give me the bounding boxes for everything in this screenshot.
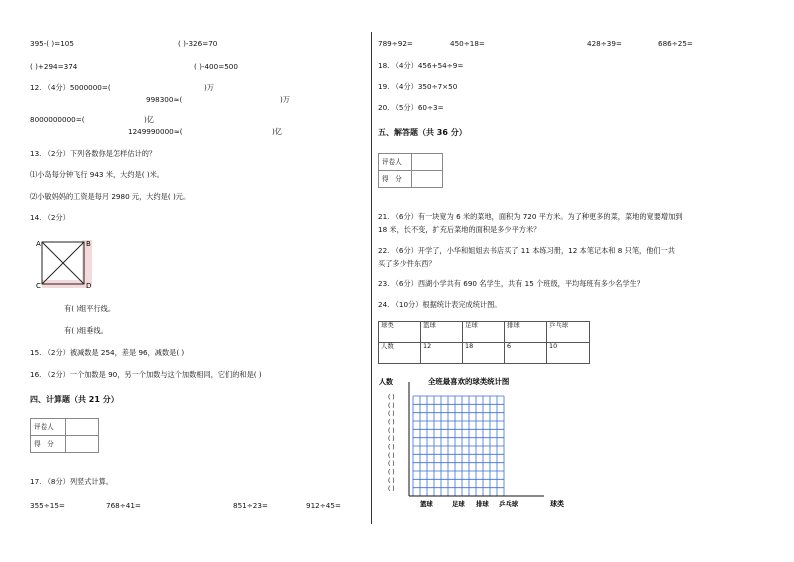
q13-item-2: ⑵小敏妈妈的工资是每月 2980 元，大约是( )元。 [30, 192, 191, 201]
score-box-grader-right: 评卷人 [379, 154, 412, 171]
q13-item-1: ⑴小岛每分钟飞行 943 米，大约是( )米。 [30, 170, 164, 179]
calc-3: 428÷39= [587, 39, 622, 48]
calc-4: 686÷25= [658, 39, 693, 48]
q17-item-4: 912÷45= [306, 501, 341, 510]
chart-tick-placeholder: ( ) [388, 402, 395, 410]
table-cell-3: 18 [463, 343, 505, 364]
ball-stats-table [378, 321, 590, 364]
score-box-score: 得 分 [31, 436, 66, 453]
chart-title: 全班最喜欢的球类统计图 [428, 377, 510, 386]
chart-tick-placeholder: ( ) [388, 410, 395, 418]
column-divider [371, 32, 372, 524]
q14-title: 14. （2分） [30, 213, 70, 222]
q12-c: 8000000000=( [30, 115, 85, 124]
chart-cat-1: 篮球 [420, 500, 433, 508]
table-cell-5: 10 [547, 343, 590, 364]
q17-item-2: 768÷41= [106, 501, 141, 510]
q20: 20. （5分）60÷3= [378, 103, 444, 112]
q21-line-2: 18 米，长不变，扩充后菜地的面积是多少平方米？ [378, 225, 541, 234]
q12-d: 1249990000≈( [128, 127, 183, 136]
chart-x-label: 球类 [550, 500, 564, 508]
square-figure [30, 236, 100, 292]
table-head-3: 足球 [463, 322, 505, 343]
table-head-2: 篮球 [421, 322, 463, 343]
table-cell-2: 12 [421, 343, 463, 364]
q11-c: ( )+294=374 [30, 62, 78, 71]
q16: 16. （2分）一个加数是 90，另一个加数与这个加数相同，它们的和是( ) [30, 370, 262, 379]
q14-parallel: 有( )组平行线。 [64, 304, 116, 313]
table-head-5: 乒乓球 [547, 322, 590, 343]
q11-d: ( )-400=500 [194, 62, 238, 71]
chart-cat-4: 乒乓球 [499, 500, 519, 508]
q18: 18. （4分）456+54÷9= [378, 61, 464, 70]
q12-intro: 12. （4分）5000000=( [30, 83, 111, 92]
q17-item-3: 851÷23= [233, 501, 268, 510]
score-box-grader: 评卷人 [31, 419, 66, 436]
calc-2: 450÷18= [450, 39, 485, 48]
section-5-heading: 五、解答题（共 36 分） [378, 128, 467, 137]
vertex-b: B [86, 240, 91, 248]
q19: 19. （4分）350÷7×50 [378, 82, 458, 91]
chart-y-label: 人数 [379, 378, 393, 386]
q12-c-end: )亿 [144, 115, 154, 124]
chart-tick-placeholder: ( ) [388, 452, 395, 460]
score-box-left [30, 418, 99, 453]
calc-1: 789÷92= [378, 39, 413, 48]
chart-tick-placeholder: ( ) [388, 419, 395, 426]
q12-intro-end: )万 [204, 83, 214, 92]
vertex-c: C [36, 282, 41, 290]
score-box-right [378, 153, 443, 188]
chart-cat-3: 排球 [476, 500, 489, 508]
table-head-4: 排球 [505, 322, 547, 343]
score-box-score-right: 得 分 [379, 171, 412, 188]
q11-b: ( )-326=70 [178, 39, 218, 48]
q12-b-end: )万 [280, 95, 290, 104]
q22-line-1: 22. （6分）开学了，小华和姐姐去书店买了 11 本练习册，12 本笔记本和 8 只笔，他们一共 [378, 246, 675, 255]
q15: 15. （2分）被减数是 254，差是 96，减数是( ) [30, 348, 185, 357]
q13-title: 13. （2分）下列各数你是怎样估计的？ [30, 149, 157, 158]
vertex-d: D [86, 282, 92, 290]
q14-perpendicular: 有( )组垂线。 [64, 326, 108, 335]
vertex-a: A [36, 240, 41, 248]
chart-tick-placeholder: ( ) [388, 477, 395, 485]
chart-tick-placeholder: ( ) [388, 444, 395, 451]
chart-y-ticks [388, 394, 395, 493]
q21-line-1: 21. （6分）有一块宽为 6 米的菜地，面积为 720 平方米。为了种更多的菜，菜地的宽要增加到 [378, 212, 683, 221]
chart-grid [413, 396, 504, 496]
table-cell-4: 6 [505, 343, 547, 364]
chart-tick-placeholder: ( ) [388, 435, 395, 443]
table-head-1: 球类 [379, 322, 421, 343]
chart-tick-placeholder: ( ) [388, 394, 395, 401]
q12-d-end: )亿 [272, 127, 282, 136]
section-4-heading: 四、计算题（共 21 分） [30, 395, 119, 404]
q22-line-2: 买了多少件东西？ [378, 259, 436, 268]
chart-cat-2: 足球 [452, 500, 465, 508]
q17-title: 17. （8分）列竖式计算。 [30, 477, 113, 486]
q24: 24. （10分）根据统计表完成统计图。 [378, 300, 502, 309]
chart-tick-placeholder: ( ) [388, 485, 395, 493]
blank-bar-chart [376, 372, 580, 516]
q23: 23. （6分）西湖小学共有 690 名学生，共有 15 个班级，平均每班有多少名学生？ [378, 279, 644, 288]
q17-item-1: 355÷15= [30, 501, 65, 510]
q11-a: 395-( )=105 [30, 39, 74, 48]
chart-tick-placeholder: ( ) [388, 469, 395, 476]
q12-b: 998300≈( [146, 95, 183, 104]
table-cell-1: 人数 [379, 343, 421, 364]
chart-tick-placeholder: ( ) [388, 460, 395, 468]
chart-tick-placeholder: ( ) [388, 427, 395, 435]
